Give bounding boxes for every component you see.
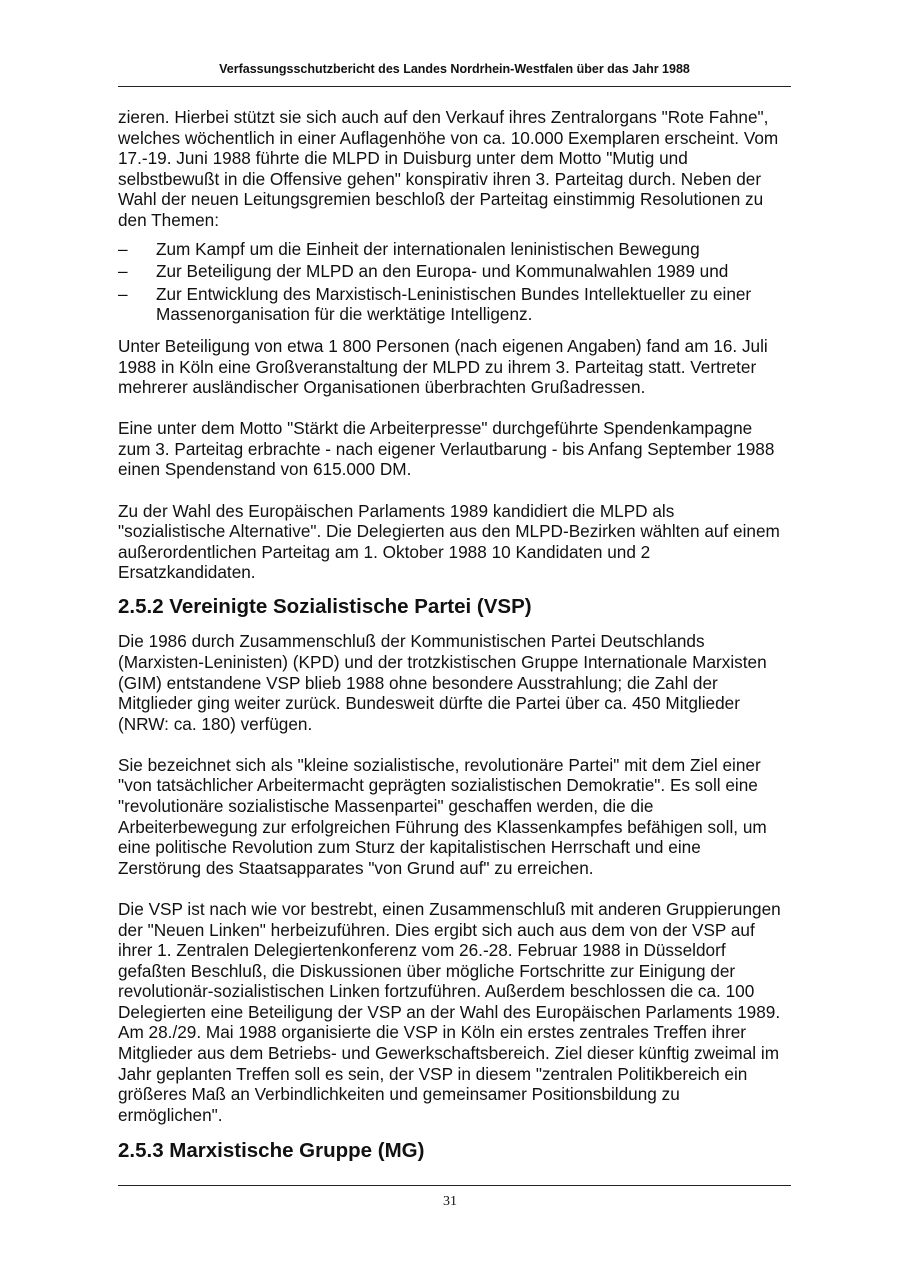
paragraph-vsp-ziele: Sie bezeichnet sich als "kleine sozialistische, revolutionäre Partei" mit dem Ziel einer "von tatsächlicher Arbeitermacht geprägten sozialistischen Demokratie". Es soll eine "revolutionäre sozialistische Massenpartei" geschaffen werden, die die Arbeiterbewegung zur erfolgreichen Führung des Klassenkampfes befähigen soll, um eine politische Revolution zum Sturz der kapitalistischen Herrschaft und eine Zerstörung des Staatsapparates "von Grund auf" zu erreichen. xyxy=(118,754,767,878)
paragraph-grossveranstaltung: Unter Beteiligung von etwa 1 800 Personen (nach eigenen Angaben) fand am 16. Juli 1988 in Köln eine Großveranstaltung der MLPD zu ihrem 3. Parteitag statt. Vertreter mehrerer ausländischer Organisationen überbrachten Grußadressen. xyxy=(118,335,768,398)
page-body xyxy=(118,107,786,1175)
paragraph-europawahl: Zu der Wahl des Europäischen Parlaments 1989 kandidiert die MLPD als "sozialistische Alternative". Die Delegierten aus den MLPD-Bezirken wählten auf einem außerordentlichen Parteitag am 1. Oktober 1988 10 Kandidaten und 2 Ersatzkandidaten. xyxy=(118,500,780,583)
list-item xyxy=(118,261,786,282)
list-item-text: Zum Kampf um die Einheit der internationalen leninistischen Bewegung xyxy=(156,238,700,259)
section-heading-mg: 2.5.3 Marxistische Gruppe (MG) xyxy=(118,1138,425,1162)
running-header: Verfassungsschutzbericht des Landes Nordrhein-Westfalen über das Jahr 1988 xyxy=(219,62,690,76)
section-heading-vsp: 2.5.2 Vereinigte Sozialistische Partei (VSP) xyxy=(118,595,532,619)
paragraph-spendenkampagne: Eine unter dem Motto "Stärkt die Arbeiterpresse" durchgeführte Spendenkampagne zum 3. Parteitag erbrachte - nach eigener Verlautbarung - bis Anfang September 1988 einen Spendenstand von 615.000 DM. xyxy=(118,418,775,480)
dash-marker: – xyxy=(118,238,128,259)
footer-rule xyxy=(118,1185,791,1186)
list-item-text: Zur Entwicklung des Marxistisch-Leninistischen Bundes Intellektueller zu einer Massenorganisation für die werktätige Intelligenz. xyxy=(156,283,752,325)
dash-marker: – xyxy=(118,261,128,282)
header-rule xyxy=(118,86,791,87)
resolution-list xyxy=(118,239,786,325)
paragraph-mlpd-parteitag: zieren. Hierbei stützt sie sich auch auf den Verkauf ihres Zentralorgans "Rote Fahne", welches wöchentlich in einer Auflagenhöhe von ca. 10.000 Exemplaren erscheint. Vom 17.-19. Juni 1988 führte die MLPD in Duisburg unter dem Motto "Mutig und selbstbewußt in die Offensive gehen" konspirativ ihren 3. Parteitag durch. Neben der Wahl der neuen Leitungsgremien beschloß der Parteitag einstimmig Resolutionen zu den Themen: xyxy=(118,107,779,230)
paragraph-vsp-zusammenschluss: Die VSP ist nach wie vor bestrebt, einen Zusammenschluß mit anderen Gruppierungen der "Neuen Linken" herbeizuführen. Dies ergibt sich auch aus dem von der VSP auf ihrer 1. Zentralen Delegiertenkonferenz vom 26.-28. Februar 1988 in Düsseldorf gefaßten Beschluß, die Diskussionen über mögliche Fortschritte zur Einigung der revolutionär-sozialistischen Linken fortzuführen. Außerdem beschlossen die ca. 100 Delegierten eine Beteiligung der VSP an der Wahl des Europäischen Parlaments 1989. Am 28./29. Mai 1988 organisierte die VSP in Köln ein erstes zentrales Treffen ihrer Mitglieder aus dem Betriebs- und Gewerkschaftsbereich. Ziel dieser künftig zweimal im Jahr geplanten Treffen soll es sein, der VSP in diesem "zentralen Politikbereich ein größeres Maß an Verbindlichkeiten und gemeinsamer Positionsbildung zu ermöglichen". xyxy=(118,898,781,1125)
dash-marker: – xyxy=(118,283,128,304)
paragraph-vsp-entstehung: Die 1986 durch Zusammenschluß der Kommunistischen Partei Deutschlands (Marxisten-Leninisten) (KPD) und der trotzkistischen Gruppe Internationale Marxisten (GIM) entstandene VSP blieb 1988 ohne besondere Ausstrahlung; die Zahl der Mitglieder ging weiter zurück. Bundesweit dürfte die Partei über ca. 450 Mitglieder (NRW: ca. 180) verfügen. xyxy=(118,631,767,734)
page-number: 31 xyxy=(443,1194,457,1209)
list-item xyxy=(118,239,786,260)
list-item xyxy=(118,284,786,325)
list-item-text: Zur Beteiligung der MLPD an den Europa- und Kommunalwahlen 1989 und xyxy=(156,261,729,282)
